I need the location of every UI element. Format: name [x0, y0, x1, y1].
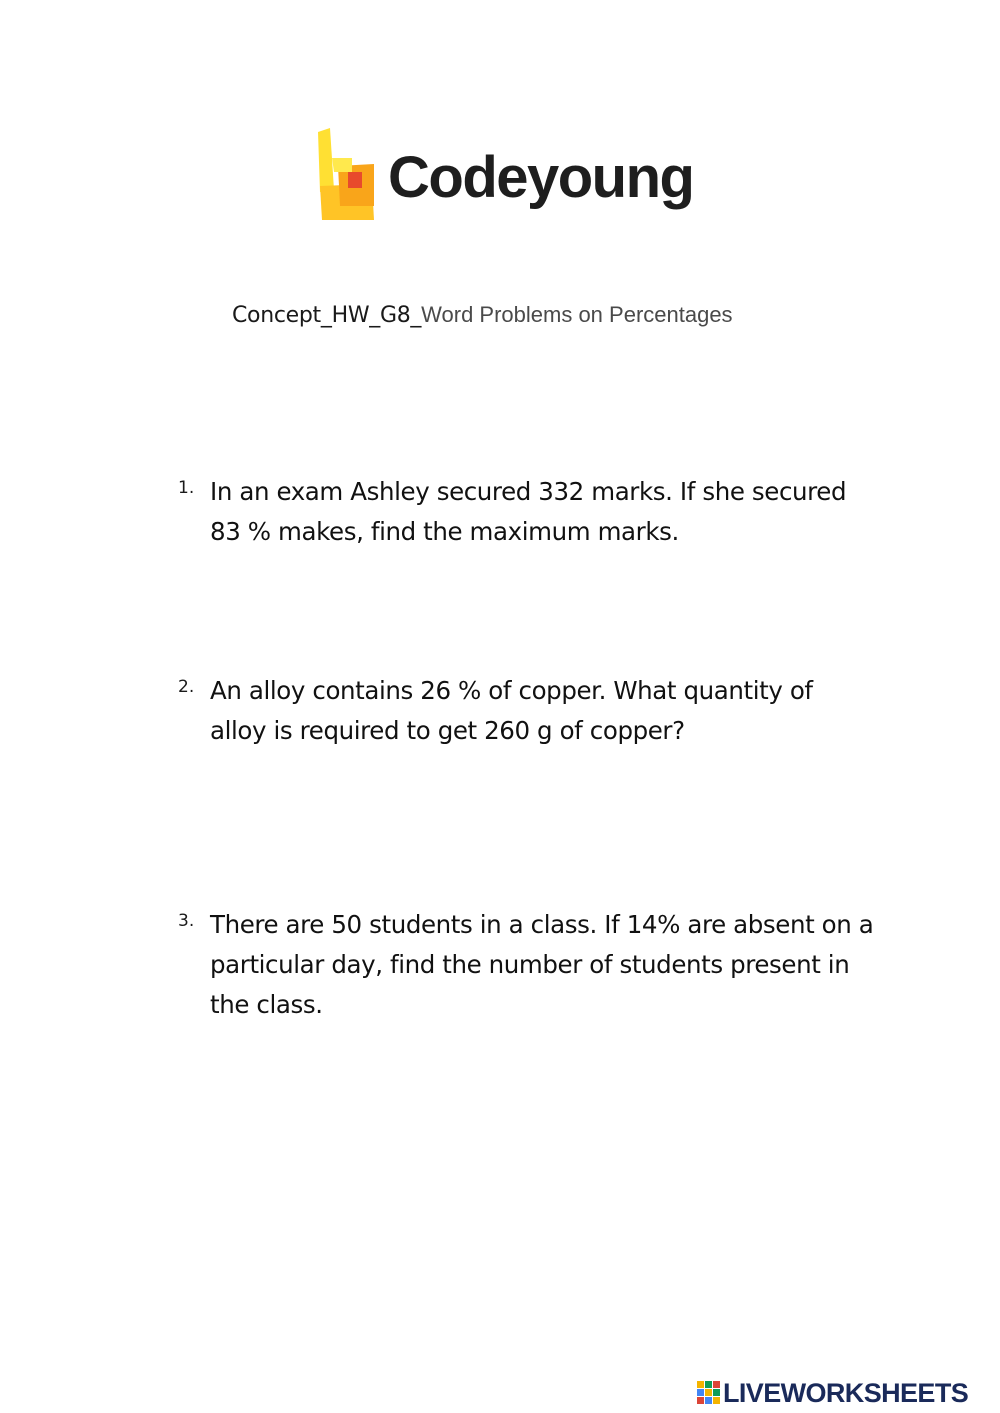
page-title: [232, 300, 792, 333]
watermark-text: LIVEWORKSHEETS: [723, 1378, 969, 1408]
question-text: In an exam Ashley secured 332 marks. If she secured 83 % makes, find the maximum marks.: [210, 477, 847, 546]
question-number: 2.: [178, 677, 195, 697]
question-number: 1.: [178, 478, 195, 498]
title-topic: Word Problems on Percentages: [421, 302, 733, 327]
title-prefix: Concept_HW_G8_: [232, 303, 422, 328]
question-number: 3.: [178, 911, 195, 931]
liveworksheets-watermark[interactable]: [697, 1378, 995, 1408]
question-text: There are 50 students in a class. If 14% are absent on a particular day, find the number of students present in the class.: [210, 910, 874, 1019]
codeyoung-logo: [312, 128, 702, 232]
question-text: An alloy contains 26 % of copper. What quantity of alloy is required to get 260 g of copper?: [210, 676, 813, 745]
liveworksheets-logo-icon: [697, 1381, 721, 1405]
codeyoung-logo-mark-icon: [312, 128, 378, 222]
logo-wordmark: Codeyoung: [388, 145, 694, 210]
